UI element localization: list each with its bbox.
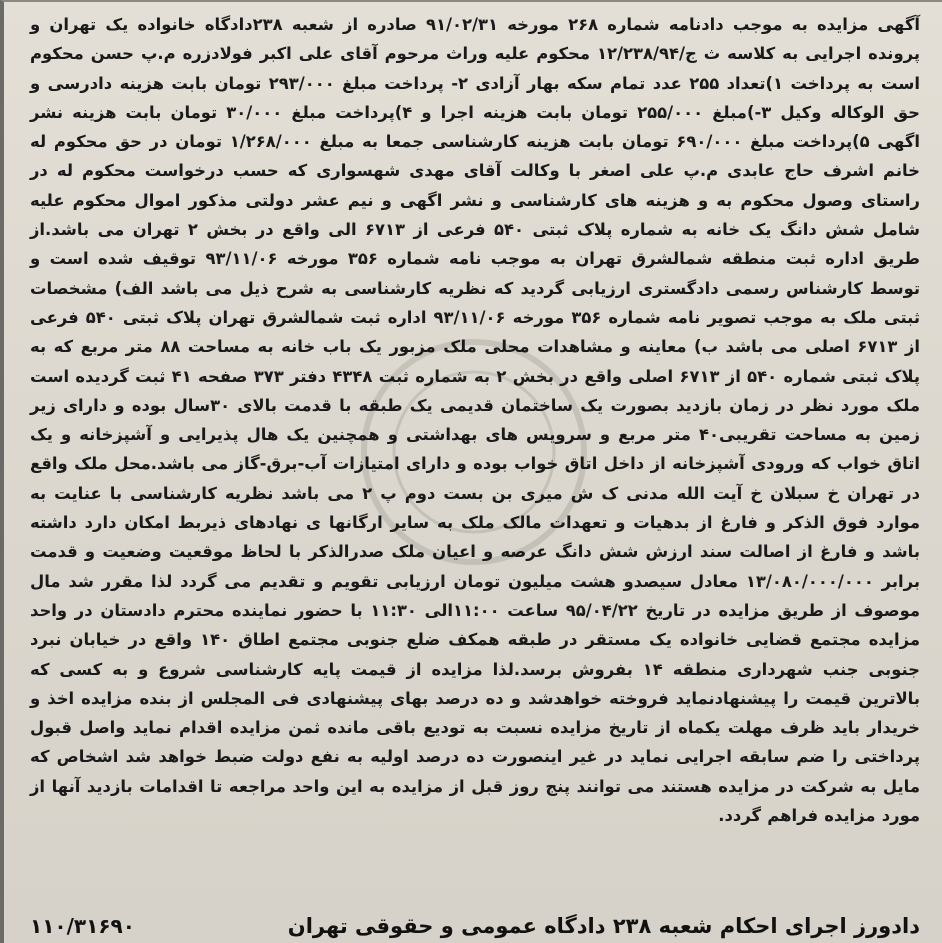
auction-notice-text: آگهی مزایده به موجب دادنامه شماره ۲۶۸ مورخه ۹۱/۰۲/۳۱ صادره از شعبه ۲۳۸دادگاه خانواده یک تهران و پرونده اجرایی به کلاسه ث ج/۱۲/۲۳۸/۹۴ محکوم علیه وراث مرحوم آقای علی اکبر فولادزره م.پ حسن محکوم است به پرداخت ۱)تعداد ۲۵۵ عدد تمام سکه بهار آزادی ۲- پرداخت مبلغ ۲۹۳/۰۰۰ تومان بابت هزینه دادرسی و حق الوکاله وکیل ۳-)مبلغ ۲۵۵/۰۰۰ تومان بابت هزینه اجرا و ۴)پرداخت مبلغ ۳۰/۰۰۰ تومان بابت هزینه نشر اگهی ۵)پرداخت مبلغ ۶۹۰/۰۰۰ تومان بابت هزینه کارشناسی جمعا به مبلغ ۱/۲۶۸/۰۰۰ تومان در حق محکوم له خانم اشرف حاج عابدی م.پ علی اصغر با وکالت آقای مهدی شهسواری که حسب درخواست محکوم له در راستای وصول محکوم به و هزینه های کارشناسی و نشر اگهی و نیم عشر دولتی مذکور اموال محکوم علیه شامل شش دانگ یک خانه به شماره پلاک ثبتی ۵۴۰ فرعی از ۶۷۱۳ الی واقع در بخش ۲ تهران می باشد.از طریق اداره ثبت منطقه شمالشرق تهران به موجب نامه شماره ۳۵۶ مورخه ۹۳/۱۱/۰۶ توقیف شده است و توسط کارشناس رسمی دادگستری ارزیابی گردید که نظریه کارشناسی به شرح ذیل می باشد الف) مشخصات ثبتی ملک به موجب تصویر نامه شماره ۳۵۶ مورخه ۹۳/۱۱/۰۶ اداره ثبت شمالشرق تهران پلاک ثبتی ۵۴۰ فرعی از ۶۷۱۳ اصلی می باشد ب) معاینه و مشاهدات محلی ملک مزبور یک باب خانه به مساحت ۸۸ متر مربع که به پلاک ثبتی شماره ۵۴۰ از ۶۷۱۳ اصلی واقع در بخش ۲ به شماره ثبت ۴۳۴۸ دفتر ۳۷۳ صفحه ۴۱ ثبت گردیده است ملک مورد نظر در زمان بازدید بصورت یک ساختمان قدیمی یک طبقه با قدمت بالای ۳۰سال بوده و دارای زیر زمین به مساحت تقریبی۴۰ متر مربع و سرویس های بهداشتی و همچنین یک هال پذیرایی و آشپزخانه و یک اتاق خواب که ورودی آشپزخانه از داخل اتاق خواب بوده و دارای امتیازات آب-برق-گاز می باشد.محل ملک واقع در تهران خ سبلان خ آیت الله مدنی ک ش میری بن بست دوم پ ۲ می باشد نظریه کارشناسی با عنایت به موارد فوق الذکر و فارغ از بدهیات و تعهدات مالک ملک به سایر ارگانها ی نهادهای ذیربط امکان دارد داشته باشد و فارغ از اصالت سند ارزش شش دانگ عرصه و اعیان ملک صدرالذکر با لحاظ موقعیت وضعیت و قدمت برابر ۱۳/۰۸۰/۰۰۰/۰۰۰ معادل سیصدو هشت میلیون تومان ارزیابی تقویم و تقدیم می گردد لذا مقرر شد مال موصوف از طریق مزایده در تاریخ ۹۵/۰۴/۲۲ ساعت ۱۱:۰۰الی ۱۱:۳۰ با حضور نماینده محترم دادستان در واحد مزایده مجتمع قضایی خانواده یک مستقر در طبقه همکف ضلع جنوبی مجتمع اطاق ۱۴۰ واقع در خیابان نبرد جنوبی جنب شهرداری منطقه ۱۴ بفروش برسد.لذا مزایده از قیمت پایه کارشناسی شروع و به کسی که بالاترین قیمت را پیشنهادنماید فروخته خواهدشد و ده درصد بهای پیشنهادی فی المجلس از بنده مزایده اخذ و خریدار باید ظرف مهلت یکماه از تاریخ مزایده نسبت به تودیع باقی مانده ثمن مزایده اقدام نماید واصل قبول پرداختی را ضم سابقه اجرایی نماید در غیر اینصورت ده درصد اولیه به نفع دولت ضبط خواهد شد اشخاص که مایل به شرکت در مزایده هستند می توانند پنج روز قبل از مزایده به این واحد مراجعه تا اقدامات بازدید آنها از مورد مزایده فراهم گردد. bbox=[30, 15, 921, 826]
ad-code: ۱۱۰/۳۱۶۹۰ bbox=[30, 914, 135, 938]
notice-footer bbox=[30, 898, 920, 938]
signature-line: دادورز اجرای احکام شعبه ۲۳۸ دادگاه عمومی و حقوقی تهران bbox=[287, 914, 920, 938]
